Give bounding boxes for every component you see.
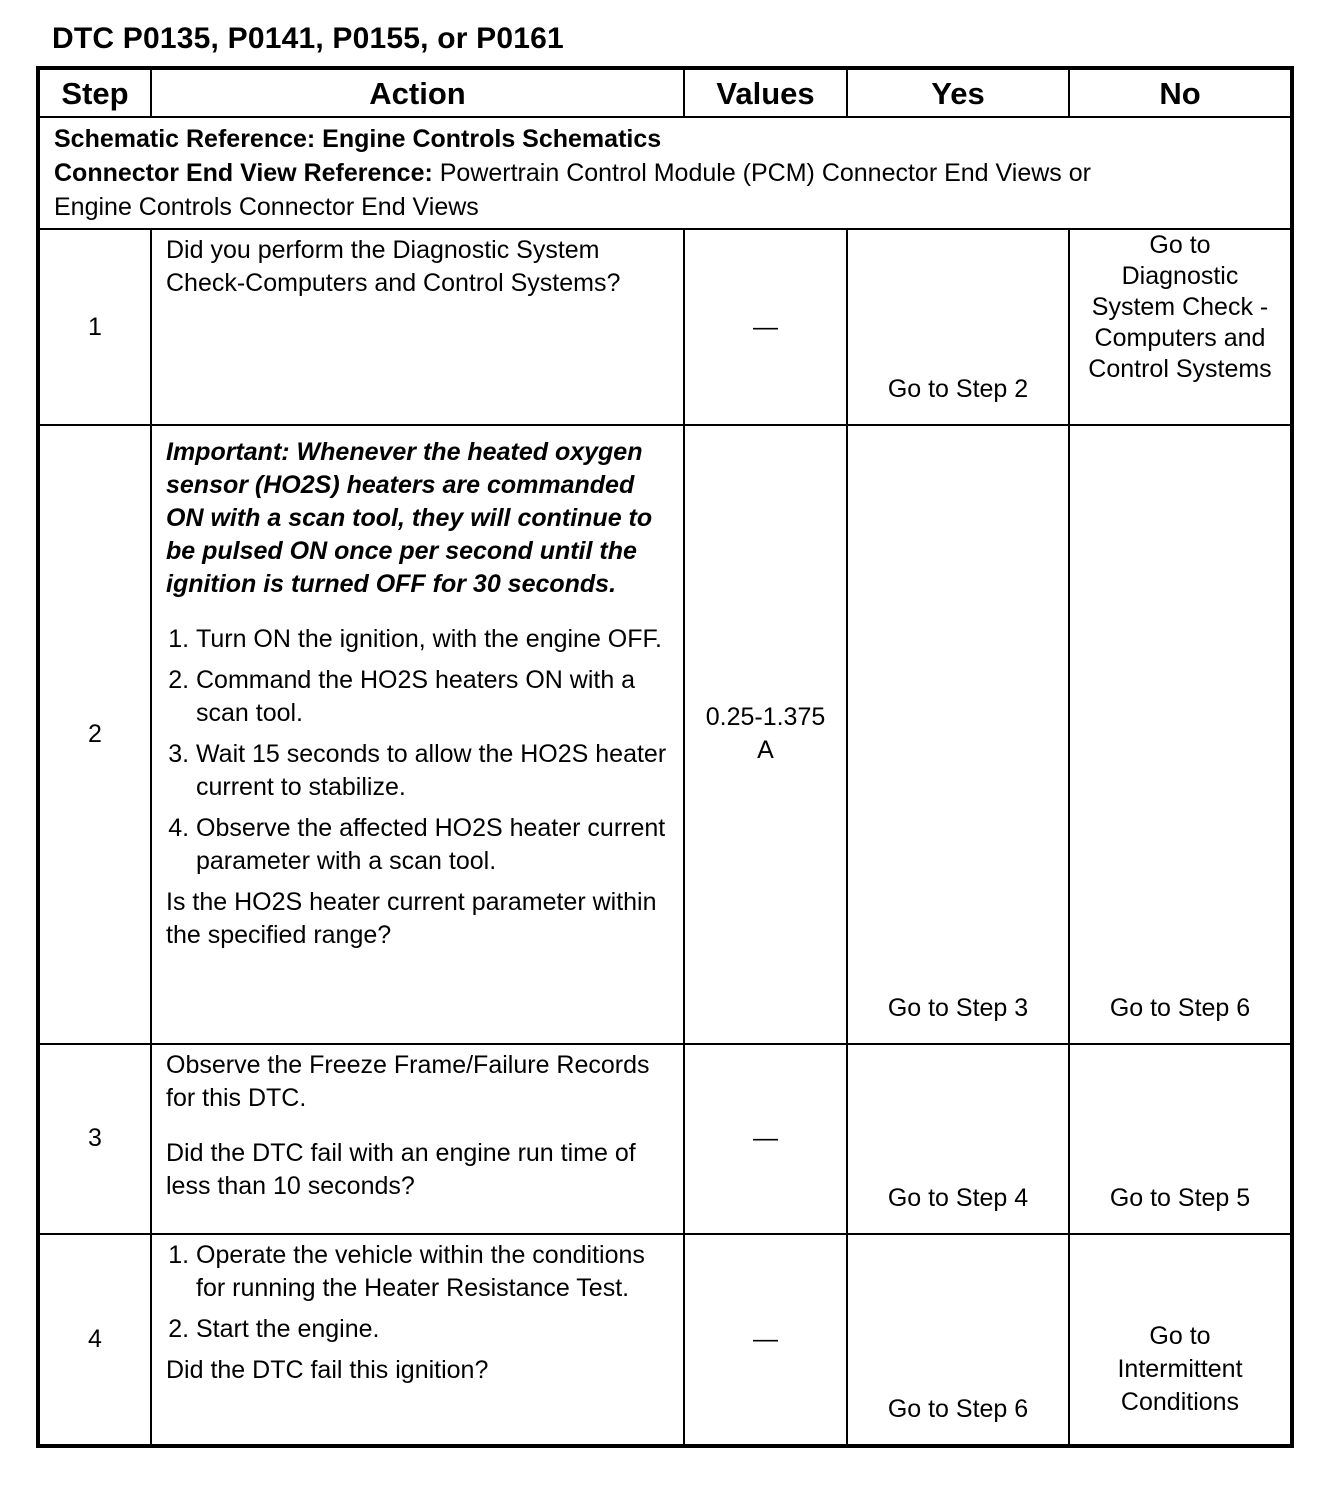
- action-question: Did the DTC fail with an engine run time of less than 10 seconds?: [166, 1138, 636, 1200]
- header-values: Values: [684, 68, 847, 117]
- schematic-reference: Schematic Reference: Engine Controls Schematics: [54, 125, 662, 154]
- yes-cell: Go to Step 4: [847, 1044, 1069, 1234]
- action-cell: [151, 229, 684, 425]
- table-row: [38, 229, 1292, 425]
- list-item: 2. Command the HO2S heaters ON with a scan tool.: [196, 664, 669, 730]
- reference-row: [38, 117, 1292, 229]
- connector-reference-label: Connector End View Reference:: [54, 159, 433, 188]
- value-cell: [684, 229, 847, 425]
- header-action: Action: [151, 68, 684, 117]
- header-row: [38, 68, 1292, 117]
- list-item: 4. Observe the affected HO2S heater current parameter with a scan tool.: [196, 812, 669, 878]
- list-item: 1. Turn ON the ignition, with the engine OFF.: [196, 623, 669, 656]
- step-number: 1: [38, 229, 151, 425]
- value-dash: —: [753, 1124, 778, 1153]
- action-question: Is the HO2S heater current parameter within the specified range?: [166, 888, 657, 950]
- reference-cell: [38, 117, 1292, 229]
- list-item: 1. Operate the vehicle within the conditions for running the Heater Resistance Test.: [196, 1239, 669, 1305]
- action-question: Did the DTC fail this ignition?: [166, 1355, 489, 1384]
- yes-cell: Go to Step 3: [847, 425, 1069, 1043]
- list-item: 2. Start the engine.: [196, 1313, 669, 1346]
- step-number: 2: [38, 425, 151, 1043]
- table-row: [38, 1044, 1292, 1234]
- value-cell: [684, 1044, 847, 1234]
- step-number: 4: [38, 1234, 151, 1446]
- value-cell: [684, 1234, 847, 1446]
- action-question: Did you perform the Diagnostic System Check-Computers and Control Systems?: [166, 236, 621, 298]
- table-row: [38, 1234, 1292, 1446]
- connector-reference-text-1: Powertrain Control Module (PCM) Connector End Views or: [439, 159, 1091, 188]
- value-dash: —: [753, 312, 778, 341]
- no-cell: Go to Step 5: [1069, 1044, 1292, 1234]
- connector-reference: [54, 156, 1276, 190]
- table-row: [38, 425, 1292, 1043]
- yes-cell: Go to Step 6: [847, 1234, 1069, 1446]
- value-range: 0.25-1.375 A: [705, 703, 826, 765]
- no-cell: Go to Diagnostic System Check - Computers and Control Systems: [1069, 229, 1292, 425]
- action-text: Observe the Freeze Frame/Failure Records for this DTC.: [166, 1050, 650, 1112]
- yes-cell: Go to Step 2: [847, 229, 1069, 425]
- action-cell: [151, 425, 684, 1043]
- header-yes: Yes: [847, 68, 1069, 117]
- action-cell: [151, 1234, 684, 1446]
- no-cell: Go to Step 6: [1069, 425, 1292, 1043]
- value-cell: [684, 425, 847, 1043]
- connector-reference-text-2: Engine Controls Connector End Views: [54, 193, 479, 222]
- diagnostic-table: [36, 66, 1294, 1448]
- header-no: No: [1069, 68, 1292, 117]
- action-cell: [151, 1044, 684, 1234]
- important-note: Important: Whenever the heated oxygen sensor (HO2S) heaters are commanded ON with a scan tool, they will continue to be pulsed ON once per second until the ignition is turned OFF for 30 seconds.: [166, 438, 653, 599]
- procedure-list: [166, 1239, 669, 1346]
- list-item: 3. Wait 15 seconds to allow the HO2S heater current to stabilize.: [196, 738, 669, 804]
- page-title: DTC P0135, P0141, P0155, or P0161: [52, 22, 564, 55]
- procedure-list: [166, 623, 669, 878]
- header-step: Step: [38, 68, 151, 117]
- step-number: 3: [38, 1044, 151, 1234]
- no-cell: Go to Intermittent Conditions: [1069, 1234, 1292, 1446]
- value-dash: —: [753, 1324, 778, 1353]
